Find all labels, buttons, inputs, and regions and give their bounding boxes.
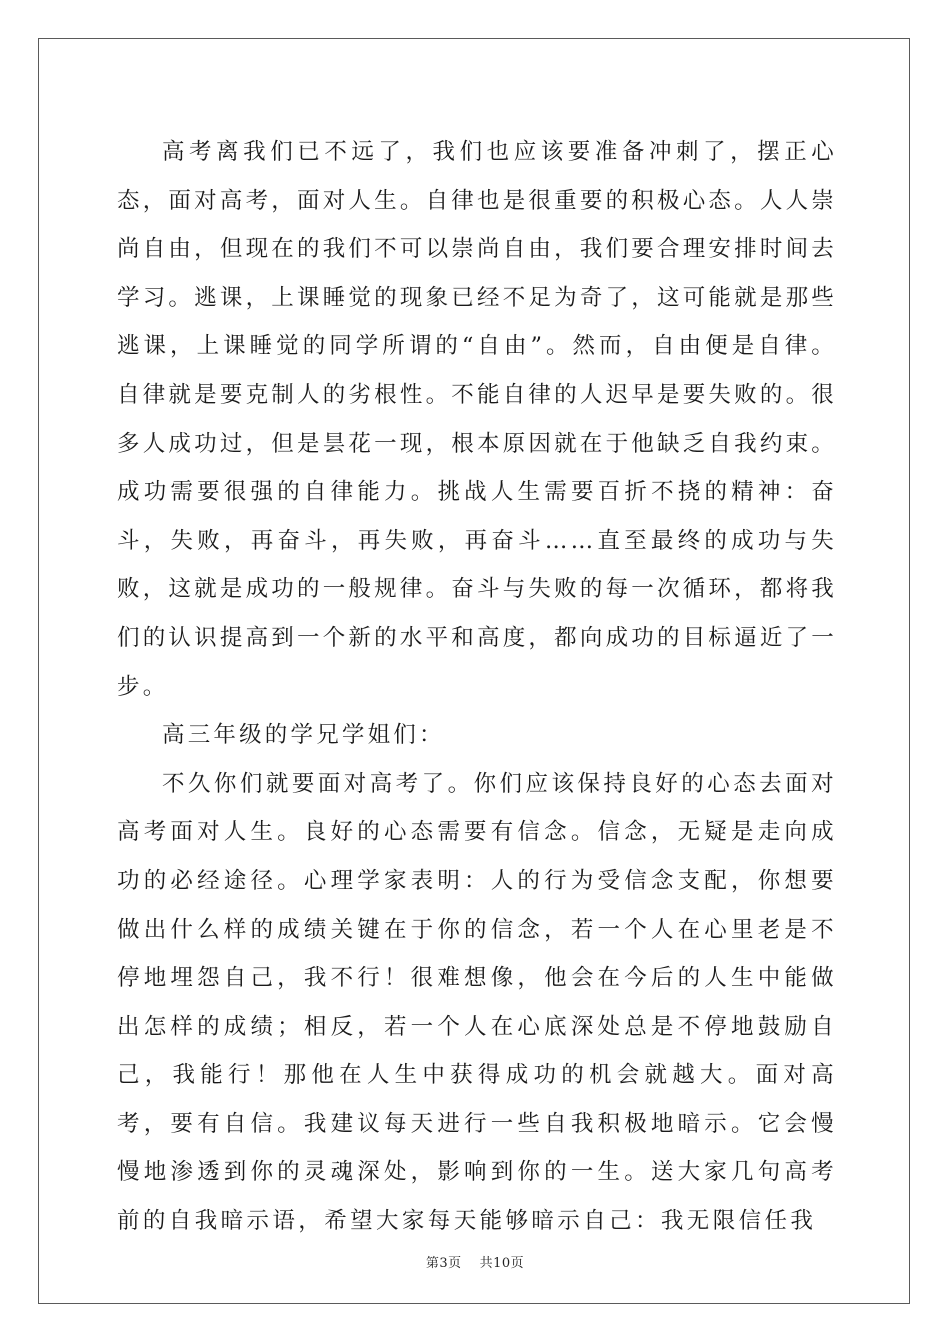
page-footer xyxy=(0,1252,950,1271)
paragraph-confidence: 不久你们就要面对高考了。你们应该保持良好的心态去面对高考面对人生。良好的心态需要有信念。信念，无疑是走向成功的必经途径。心理学家表明：人的行为受信念支配，你想要做出什么样的成绩关键在于你的信念，若一个人在心里老是不停地埋怨自己，我不行！很难想像，他会在今后的人生中能做出怎样的成绩；相反，若一个人在心底深处总是不停地鼓励自己，我能行！那他在人生中获得成功的机会就越大。面对高考，要有自信。我建议每天进行一些自我积极地暗示。它会慢慢地渗透到你的灵魂深处，影响到你的一生。送大家几句高考前的自我暗示语，希望大家每天能够暗示自己：我无限信任我 xyxy=(117,770,837,1235)
page-total: 共10页 xyxy=(479,1256,525,1271)
page-number: 第3页 xyxy=(425,1256,462,1271)
paragraph-self-discipline: 高考离我们已不远了，我们也应该要准备冲刺了，摆正心态，面对高考，面对人生。自律也是很重要的积极心态。人人崇尚自由，但现在的我们不可以崇尚自由，我们要合理安排时间去学习。逃课，上课睡觉的现象已经不足为奇了，这可能就是那些逃课，上课睡觉的同学所谓的“自由”。然而，自由便是自律。自律就是要克制人的劣根性。不能自律的人迟早是要失败的。很多人成功过，但是昙花一现，根本原因就在于他缺乏自我约束。成功需要很强的自律能力。挑战人生需要百折不挠的精神：奋斗，失败，再奋斗，再失败，再奋斗……直至最终的成功与失败，这就是成功的一般规律。奋斗与失败的每一次循环，都将我们的认识提高到一个新的水平和高度，都向成功的目标逼近了一步。 xyxy=(117,139,837,700)
paragraph-salutation: 高三年级的学兄学姐们： xyxy=(162,722,445,749)
document-body xyxy=(117,128,837,1246)
